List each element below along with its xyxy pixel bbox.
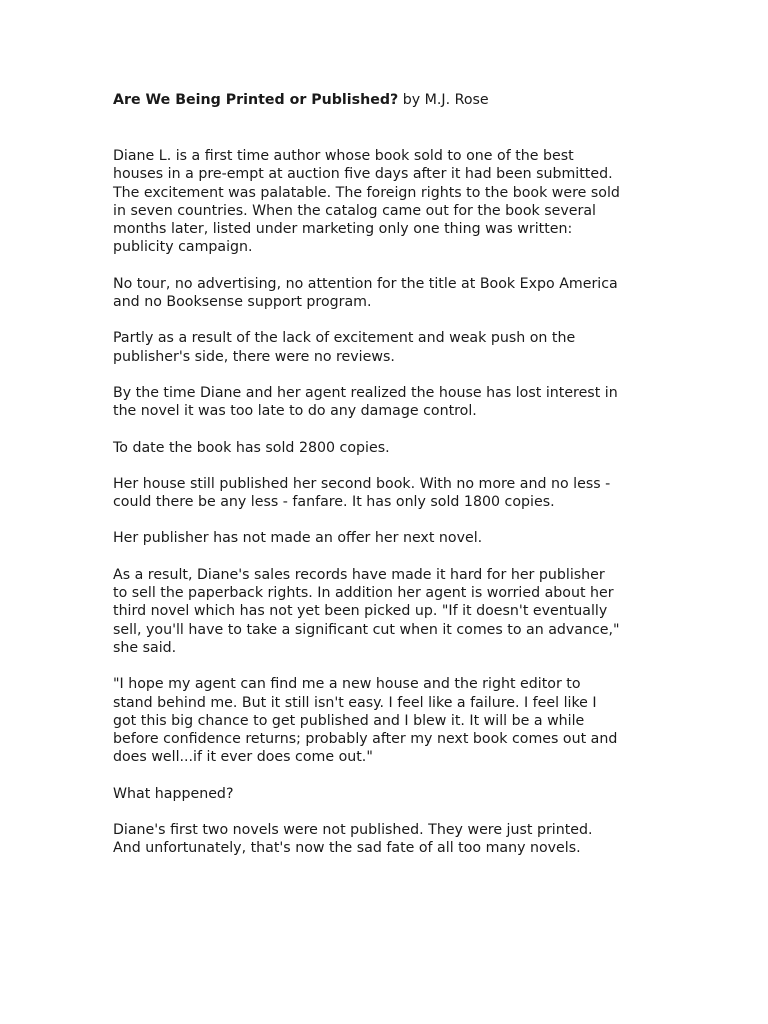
paragraph-line: to sell the paperback rights. In addition her agent is worried about her	[113, 585, 614, 602]
paragraph-line: Diane's first two novels were not published. They were just printed.	[113, 822, 593, 839]
paragraph-line: in seven countries. When the catalog came out for the book several	[113, 202, 596, 219]
paragraph	[113, 275, 658, 312]
paragraph-line: To date the book has sold 2800 copies.	[113, 439, 390, 456]
paragraph	[113, 821, 658, 858]
paragraph	[113, 529, 658, 547]
paragraph-line: Partly as a result of the lack of excitement and weak push on the	[113, 330, 576, 347]
article-heading	[113, 90, 658, 110]
document-page	[113, 90, 658, 876]
paragraph-line: before confidence returns; probably after my next book comes out and	[113, 731, 618, 748]
paragraph-line: stand behind me. But it still isn't easy. I feel like a failure. I feel like I	[113, 694, 597, 711]
paragraph-line: publisher's side, there were no reviews.	[113, 348, 395, 365]
paragraph-line: the novel it was too late to do any damage control.	[113, 403, 477, 420]
article-byline: by M.J. Rose	[398, 92, 489, 108]
paragraph	[113, 475, 658, 512]
paragraph	[113, 439, 658, 457]
paragraph-line: months later, listed under marketing only one thing was written:	[113, 221, 573, 238]
paragraph	[113, 785, 658, 803]
paragraph-line: and no Booksense support program.	[113, 294, 372, 311]
paragraph-line: publicity campaign.	[113, 239, 253, 256]
paragraph-line: Diane L. is a first time author whose book sold to one of the best	[113, 148, 574, 164]
paragraph-line: The excitement was palatable. The foreign rights to the book were sold	[113, 184, 620, 201]
paragraph-line: As a result, Diane's sales records have made it hard for her publisher	[113, 566, 605, 583]
paragraph	[113, 675, 658, 766]
paragraph-line: sell, you'll have to take a significant cut when it comes to an advance,"	[113, 621, 620, 638]
paragraph-line: does well...if it ever does come out."	[113, 749, 373, 766]
paragraph	[113, 384, 658, 421]
paragraph-line: Her publisher has not made an offer her next novel.	[113, 530, 483, 547]
paragraph-line: What happened?	[113, 785, 234, 802]
paragraph-line: got this big chance to get published and I blew it. It will be a while	[113, 712, 585, 729]
paragraph	[113, 566, 658, 657]
paragraph-line: And unfortunately, that's now the sad fate of all too many novels.	[113, 840, 581, 857]
paragraph	[113, 147, 658, 257]
paragraph-line: No tour, no advertising, no attention for the title at Book Expo America	[113, 275, 618, 292]
paragraph-line: By the time Diane and her agent realized the house has lost interest in	[113, 384, 618, 401]
paragraph-line: Her house still published her second book. With no more and no less -	[113, 475, 611, 492]
paragraph-line: "I hope my agent can find me a new house and the right editor to	[113, 676, 581, 693]
paragraph-line: third novel which has not yet been picked up. "If it doesn't eventually	[113, 603, 608, 620]
article-body	[113, 147, 658, 858]
article-title: Are We Being Printed or Published?	[113, 92, 399, 108]
paragraph-line: she said.	[113, 639, 177, 656]
paragraph	[113, 329, 658, 366]
paragraph-line: houses in a pre-empt at auction five days after it had been submitted.	[113, 166, 613, 183]
paragraph-line: could there be any less - fanfare. It has only sold 1800 copies.	[113, 494, 555, 511]
